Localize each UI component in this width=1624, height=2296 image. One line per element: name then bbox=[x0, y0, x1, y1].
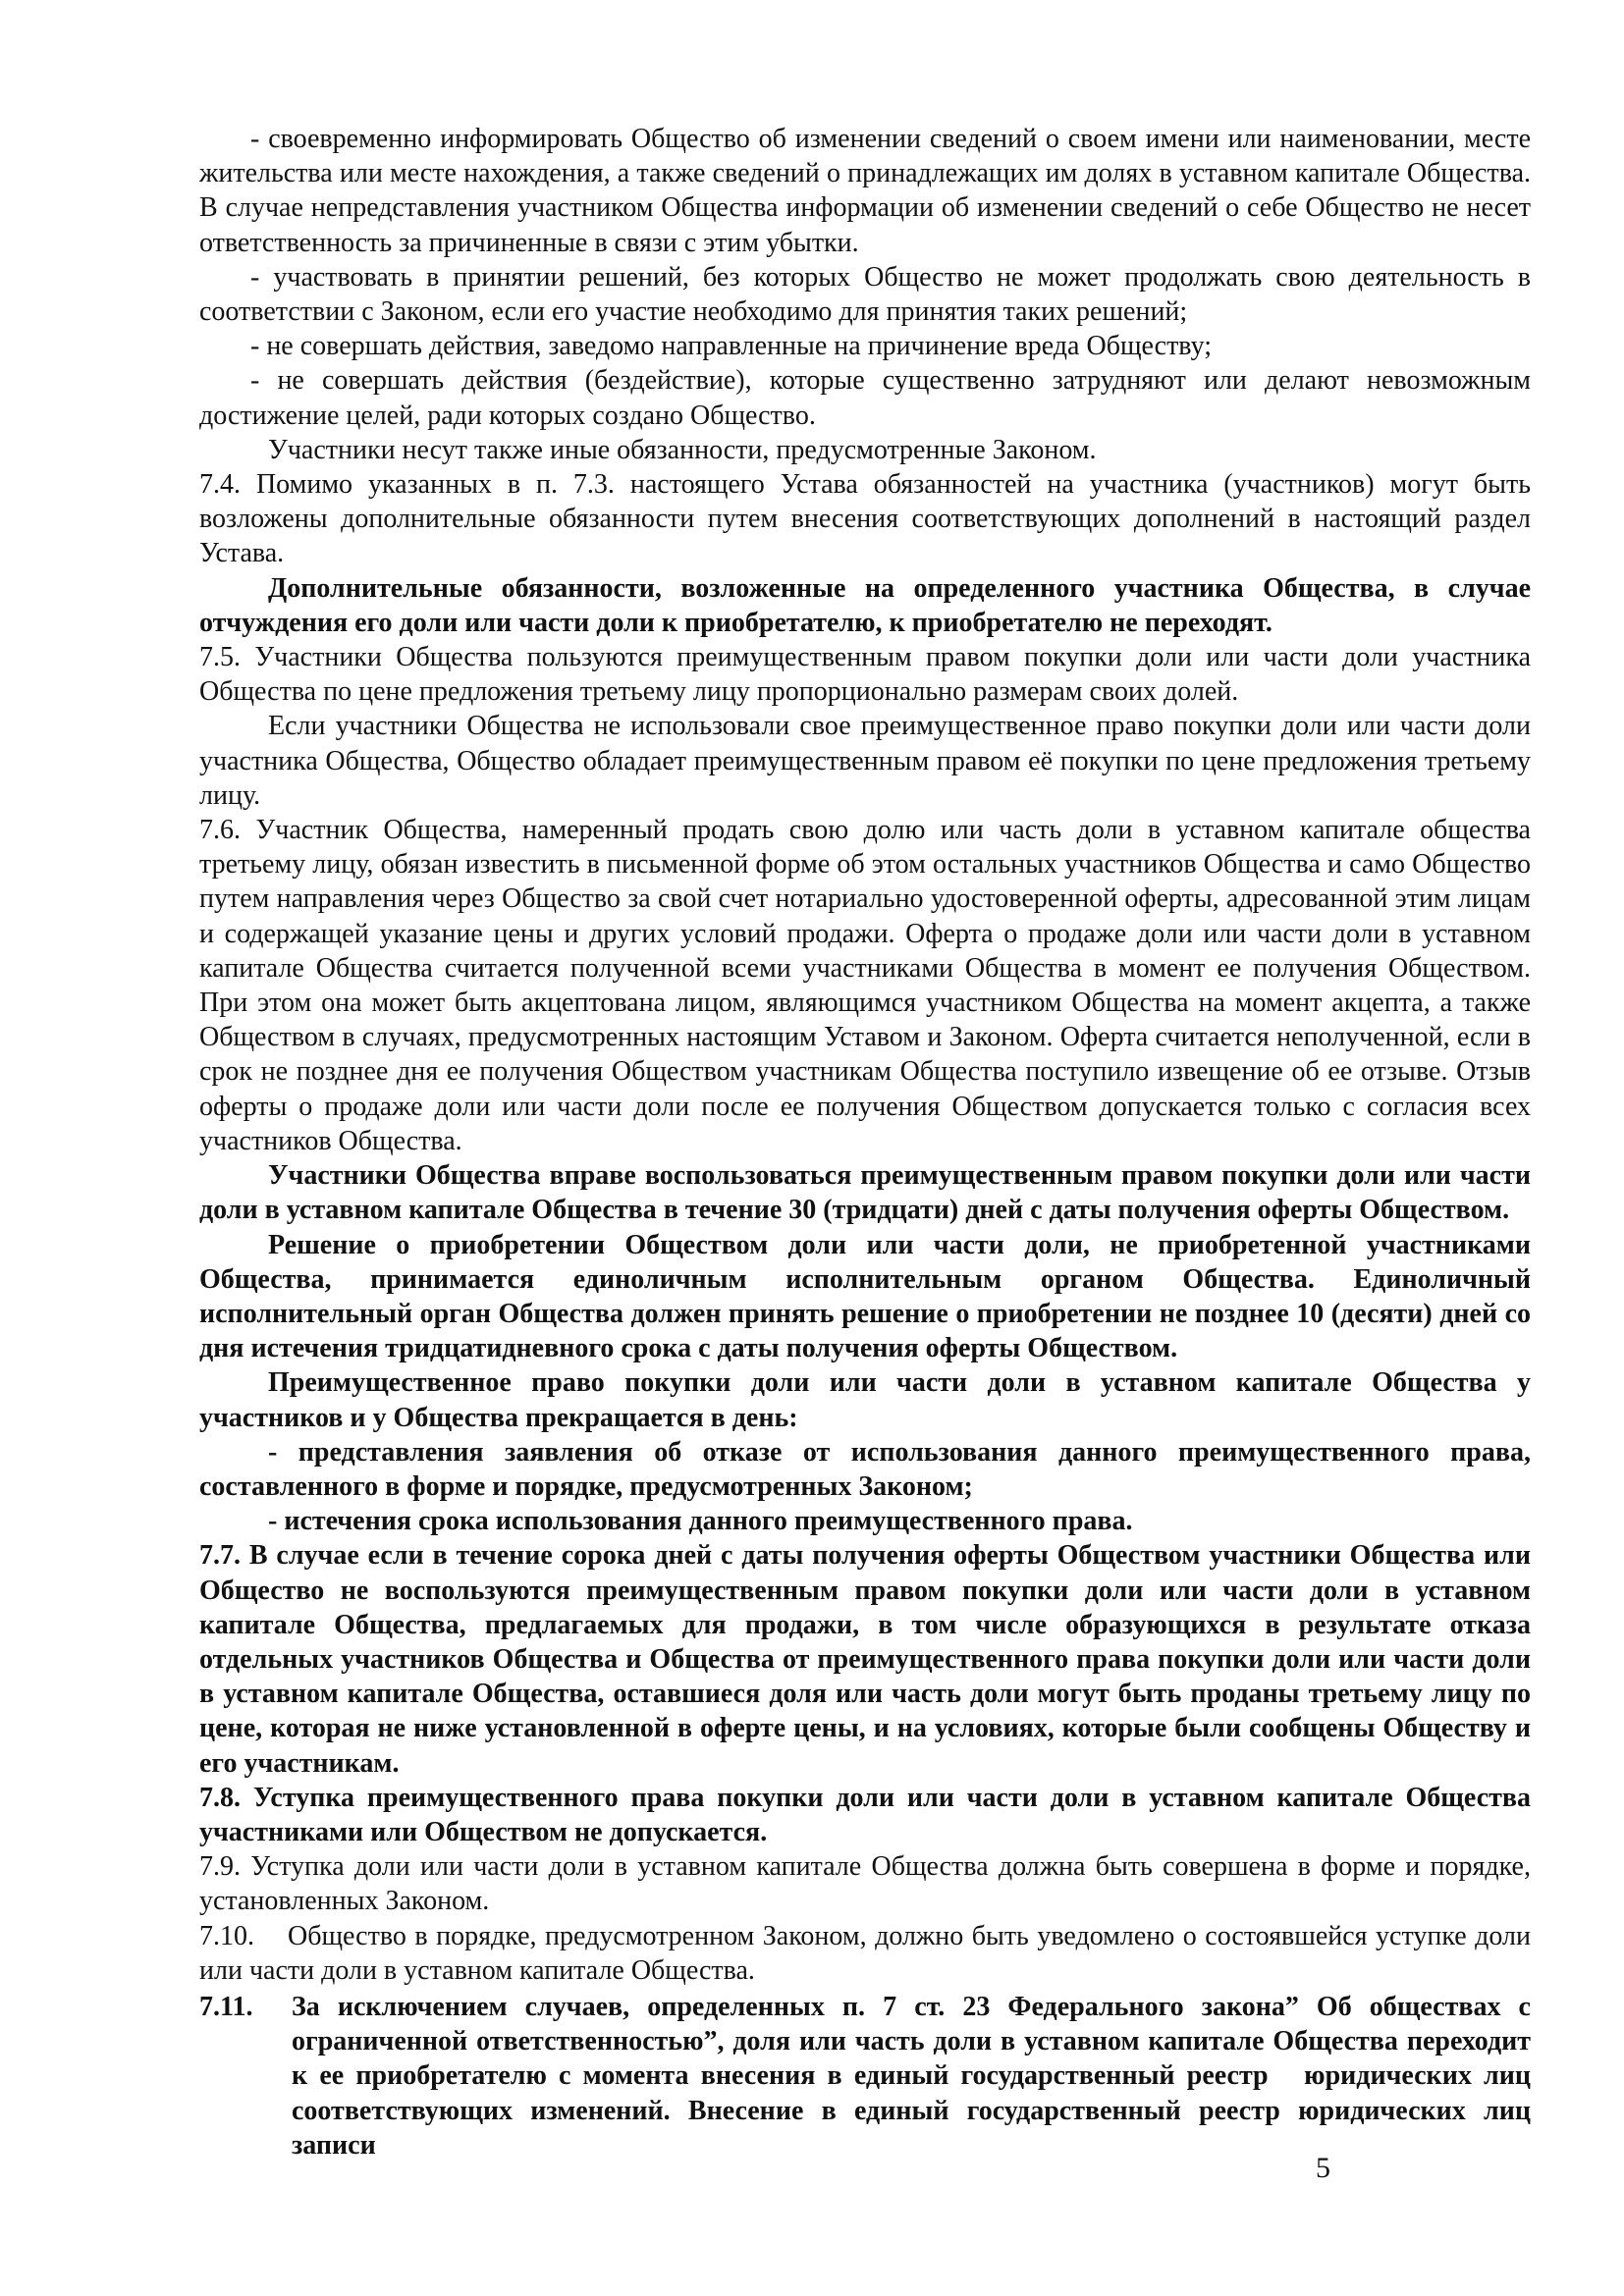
paragraph-no-obstruct-duty: - не совершать действия (бездействие), которые существенно затрудняют или делают невозможным достижение целей, ради которых создано Общество. bbox=[199, 365, 1531, 431]
paragraph-participate-duty: - участвовать в принятии решений, без которых Общество не может продолжать свою деятельность в соответствии с Законом, если его участие необходимо для принятия таких решений; bbox=[199, 261, 1531, 328]
clause-7-4: 7.4. Помимо указанных в п. 7.3. настоящего Устава обязанностей на участника (участников) могут быть возложены дополнительные обязанности путем внесения соответствующих дополнений в настоящий раздел Устава. bbox=[199, 469, 1531, 569]
document-page bbox=[199, 122, 1538, 2163]
clause-number: 7.11. bbox=[199, 1991, 253, 2022]
paragraph-other-duties: Участники несут также иные обязанности, предусмотренные Законом. bbox=[268, 434, 1097, 465]
page-number: 5 bbox=[1316, 2152, 1330, 2184]
clause-7-7: 7.7. В случае если в течение сорока дней с даты получения оферты Обществом участники Общества или Общество не воспользуются преимущественным правом покупки доли или части доли в уставном капитале Общества, предлагаемых для продажи, в том числе образующихся в результате отказа отдельных участников Общества и Общества от преимущественного права покупки доли или части доли в уставном капитале Общества, оставшиеся доля или часть доли могут быть проданы третьему лицу по цене, которая не ниже установленной в оферте цены, и на условиях, которые были сообщены Обществу и его участникам. bbox=[199, 1540, 1531, 1779]
clause-7-11-row bbox=[199, 1990, 1538, 2163]
clause-7-6: 7.6. Участник Общества, намеренный продать свою долю или часть доли в уставном капитале общества третьему лицу, обязан известить в письменной форме об этом остальных участников Общества и само Общество путем направления через Общество за свой счет нотариально удостоверенной оферты, адресованной этим лицам и содержащей указание цены и других условий продажи. Оферта о продаже доли или части доли в уставном капитале Общества считается полученной всеми участниками Общества в момент ее получения Обществом. При этом она может быть акцептована лицом, являющимся участником Общества на момент акцепта, а также Обществом в случаях, предусмотренных настоящим Уставом и Законом. Оферта считается неполученной, если в срок не позднее дня ее получения Обществом участникам Общества поступило извещение об ее отзыве. Отзыв оферты о продаже доли или части доли после ее получения Обществом допускается только с согласия всех участников Общества. bbox=[199, 815, 1531, 1156]
paragraph-termination: Преимущественное право покупки доли или части доли в уставном капитале Общества у участников и у Общества прекращается в день: bbox=[199, 1367, 1531, 1433]
paragraph-acquisition-decision: Решение о приобретении Обществом доли или части доли, не приобретенной участниками Общества, принимается единоличным исполнительным органом Общества. Единоличный исполнительный орган Общества должен принять решение о приобретении не позднее 10 (десяти) дней со дня истечения тридцатидневного срока с даты получения оферты Обществом. bbox=[199, 1229, 1531, 1364]
paragraph-termination-refusal: - представления заявления об отказе от использования данного преимущественного права, составленного в форме и порядке, предусмотренных Законом; bbox=[199, 1436, 1531, 1502]
clause-7-5: 7.5. Участники Общества пользуются преимущественным правом покупки доли или части доли участника Общества по цене предложения третьему лицу пропорционально размерам своих долей. bbox=[199, 642, 1531, 708]
paragraph-additional-duties: Дополнительные обязанности, возложенные на определенного участника Общества, в случае отчуждения его доли или части доли к приобретателю, к приобретателю не переходят. bbox=[199, 572, 1531, 638]
paragraph-no-harm-duty: - не совершать действия, заведомо направленные на причинение вреда Обществу; bbox=[250, 331, 1212, 362]
clause-7-10: 7.10. Общество в порядке, предусмотренном Законом, должно быть уведомлено о состоявшейся уступке доли или части доли в уставном капитале Общества. bbox=[199, 1920, 1538, 1986]
clause-7-9: 7.9. Уступка доли или части доли в уставном капитале Общества должна быть совершена в форме и порядке, установленных Законом. bbox=[199, 1851, 1531, 1917]
clause-7-11-text: За исключением случаев, определенных п. 7 ст. 23 Федерального закона” Об обществах с ограниченной ответственностью”, доля или часть доли в уставном капитале Общества переходит к ее приобретателю с момента внесения в единый государственный реестр юридических лиц соответствующих изменений. Внесение в единый государственный реестр юридических лиц записи bbox=[292, 1991, 1538, 2161]
paragraph-termination-expiry: - истечения срока использования данного преимущественного права. bbox=[268, 1506, 1133, 1537]
paragraph-30-days: Участники Общества вправе воспользоваться преимущественным правом покупки доли или части доли в уставном капитале Общества в течение 30 (тридцати) дней с даты получения оферты Обществом. bbox=[199, 1160, 1531, 1226]
clause-7-11 bbox=[199, 1990, 1538, 2163]
clause-7-8: 7.8. Уступка преимущественного права покупки доли или части доли в уставном капитале Общества участниками или Обществом не допускается. bbox=[199, 1782, 1531, 1847]
paragraph-inform-duty: - своевременно информировать Общество об изменении сведений о своем имени или наименовании, месте жительства или месте нахождения, а также сведений о принадлежащих им долях в уставном капитале Общества. В случае непредставления участником Общества информации об изменении сведений о себе Общество не несет ответственность за причиненные в связи с этим убытки. bbox=[199, 124, 1531, 258]
paragraph-company-preemptive: Если участники Общества не использовали свое преимущественное право покупки доли или части доли участника Общества, Общество обладает преимущественным правом её покупки по цене предложения третьему лицу. bbox=[199, 711, 1531, 811]
